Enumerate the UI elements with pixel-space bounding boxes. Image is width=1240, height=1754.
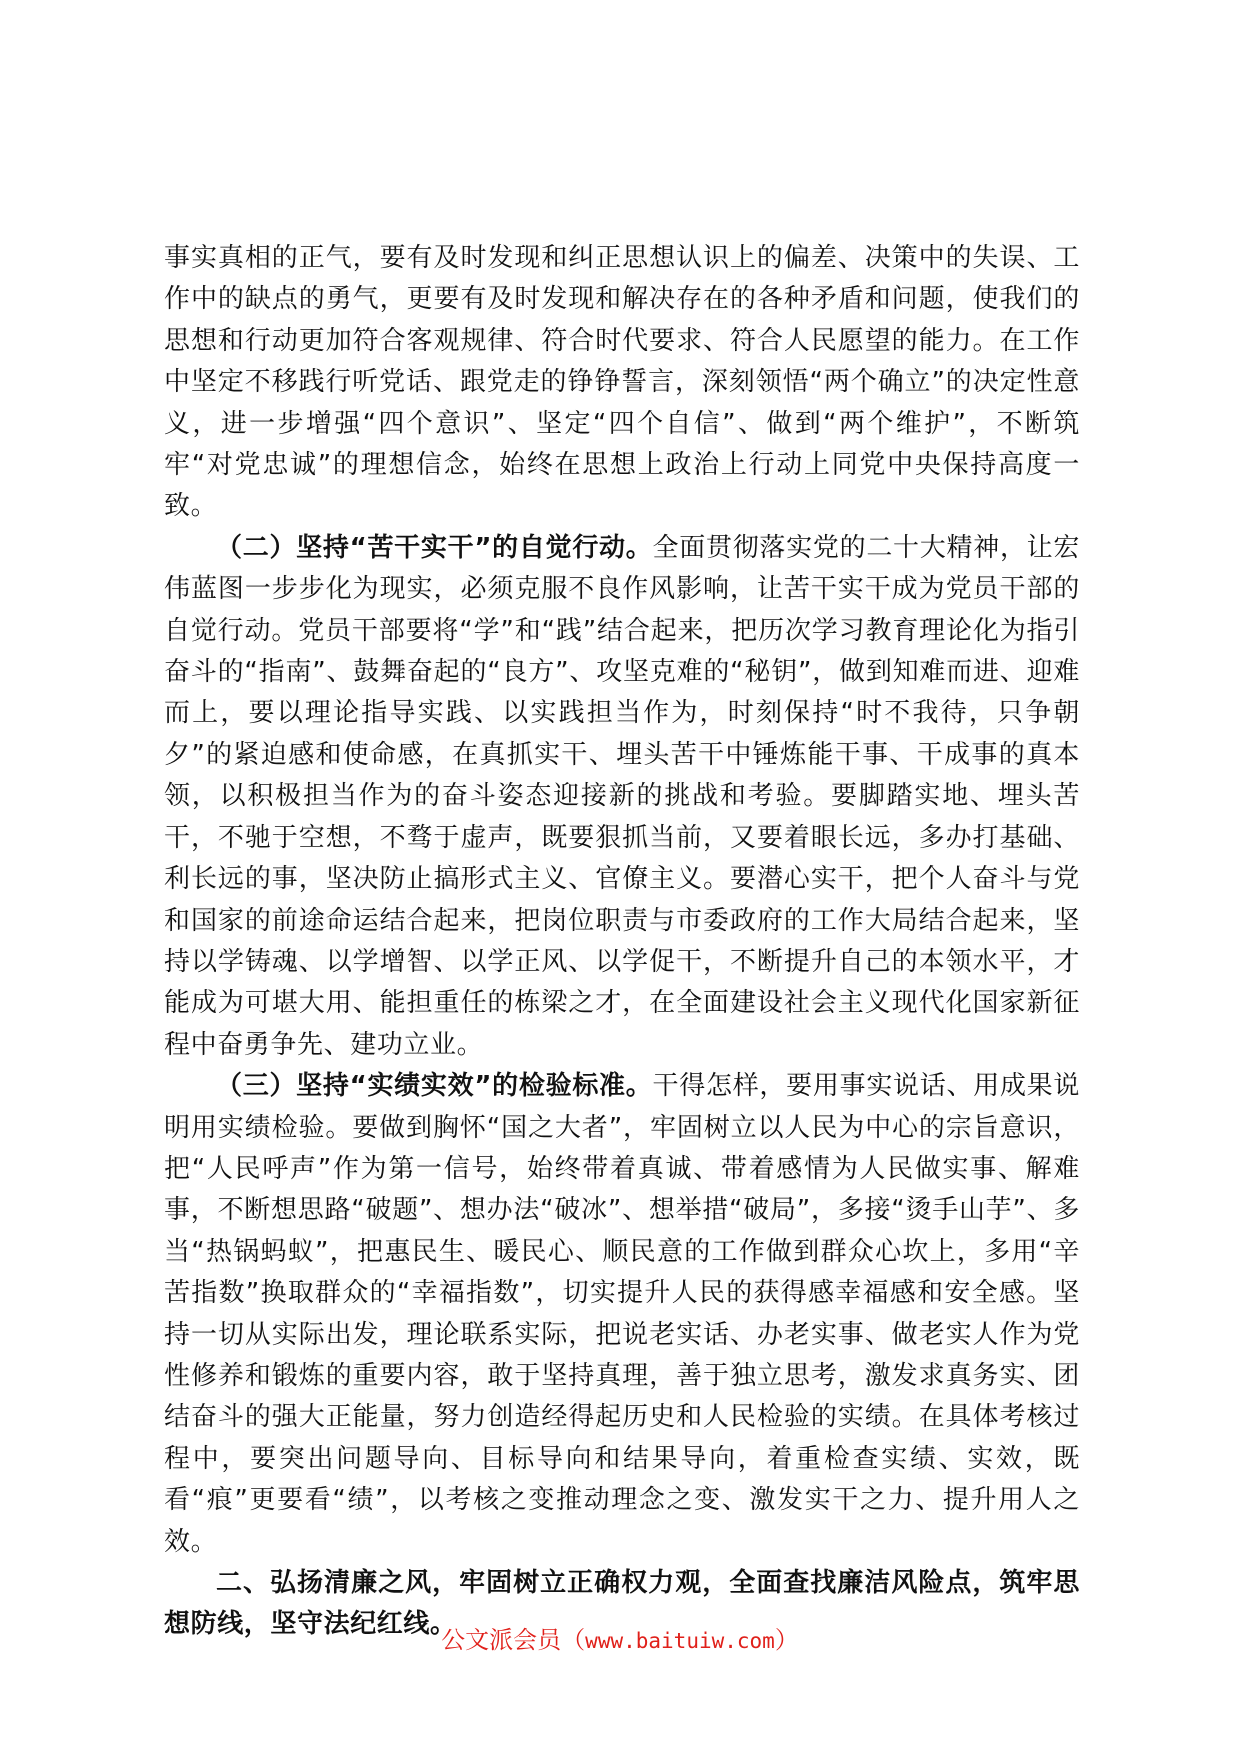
section-heading: （三）坚持“实绩实效”的检验标准。 (216, 1071, 653, 1102)
footer-watermark (0, 1620, 1240, 1655)
footer-url: www.baituiw.com (585, 1629, 775, 1653)
paragraph-text: 事实真相的正气，要有及时发现和纠正思想认识上的偏差、决策中的失误、工作中的缺点的勇气，更要有及时发现和解决存在的各种矛盾和问题，使我们的思想和行动更加符合客观规律、符合时代要求、符合人民愿望的能力。在工作中坚定不移践行听党话、跟党走的铮铮誓言，深刻领悟“两个确立”的决定性意义，进一步增强“四个意识”、坚定“四个自信”、做到“两个维护”，不断筑牢“对党忠诚”的理想信念，始终在思想上政治上行动上同党中央保持高度一致。 (164, 243, 1080, 522)
chapter-heading-text: 二、弘扬清廉之风，牢固树立正确权力观，全面查找廉洁风险点，筑牢思想防线，坚守法纪红线。 (164, 1568, 1080, 1640)
paragraph-text: 全面贯彻落实党的二十大精神，让宏伟蓝图一步步化为现实，必须克服不良作风影响，让苦干实干成为党员干部的自觉行动。党员干部要将“学”和“践”结合起来，把历次学习教育理论化为指引奋斗的“指南”、鼓舞奋起的“良方”、攻坚克难的“秘钥”，做到知难而进、迎难而上，要以理论指导实践、以实践担当作为，时刻保持“时不我待，只争朝夕”的紧迫感和使命感，在真抓实干、埋头苦干中锤炼能干事、干成事的真本领，以积极担当作为的奋斗姿态迎接新的挑战和考验。要脚踏实地、埋头苦干，不驰于空想，不骛于虚声，既要狠抓当前，又要着眼长远，多办打基础、利长远的事，坚决防止搞形式主义、官僚主义。要潜心实干，把个人奋斗与党和国家的前途命运结合起来，把岗位职责与市委政府的工作大局结合起来，坚持以学铸魂、以学增智、以学正风、以学促干，不断提升自己的本领水平，才能成为可堪大用、能担重任的栋梁之才，在全面建设社会主义现代化国家新征程中奋勇争先、建功立业。 (164, 532, 1080, 1060)
paragraph-text: 干得怎样，要用事实说话、用成果说明用实绩检验。要做到胸怀“国之大者”，牢固树立以人民为中心的宗旨意识，把“人民呼声”作为第一信号，始终带着真诚、带着感情为人民做实事、解难事，不断想思路“破题”、想办法“破冰”、想举措“破局”，多接“烫手山芋”、多当“热锅蚂蚁”，把惠民生、暖民心、顺民意的工作做到群众心坎上，多用“辛苦指数”换取群众的“幸福指数”，切实提升人民的获得感幸福感和安全感。坚持一切从实际出发，理论联系实际，把说老实话、办老实事、做老实人作为党性修养和锻炼的重要内容，敢于坚持真理，善于独立思考，激发求真务实、团结奋斗的强大正能量，努力创造经得起历史和人民检验的实绩。在具体考核过程中，要突出问题导向、目标导向和结果导向，着重检查实绩、实效，既看“痕”更要看“绩”，以考核之变推动理念之变、激发实干之力、提升用人之效。 (164, 1071, 1080, 1557)
paragraph-section-2 (164, 528, 1080, 1066)
section-heading: （二）坚持“苦干实干”的自觉行动。 (216, 532, 653, 563)
paragraph-continuation (164, 238, 1080, 528)
document-body (164, 238, 1080, 1646)
footer-close-paren: ） (774, 1626, 799, 1654)
paragraph-section-3 (164, 1066, 1080, 1563)
footer-open-paren: （ (561, 1626, 586, 1654)
footer-label: 公文派会员 (441, 1626, 562, 1654)
